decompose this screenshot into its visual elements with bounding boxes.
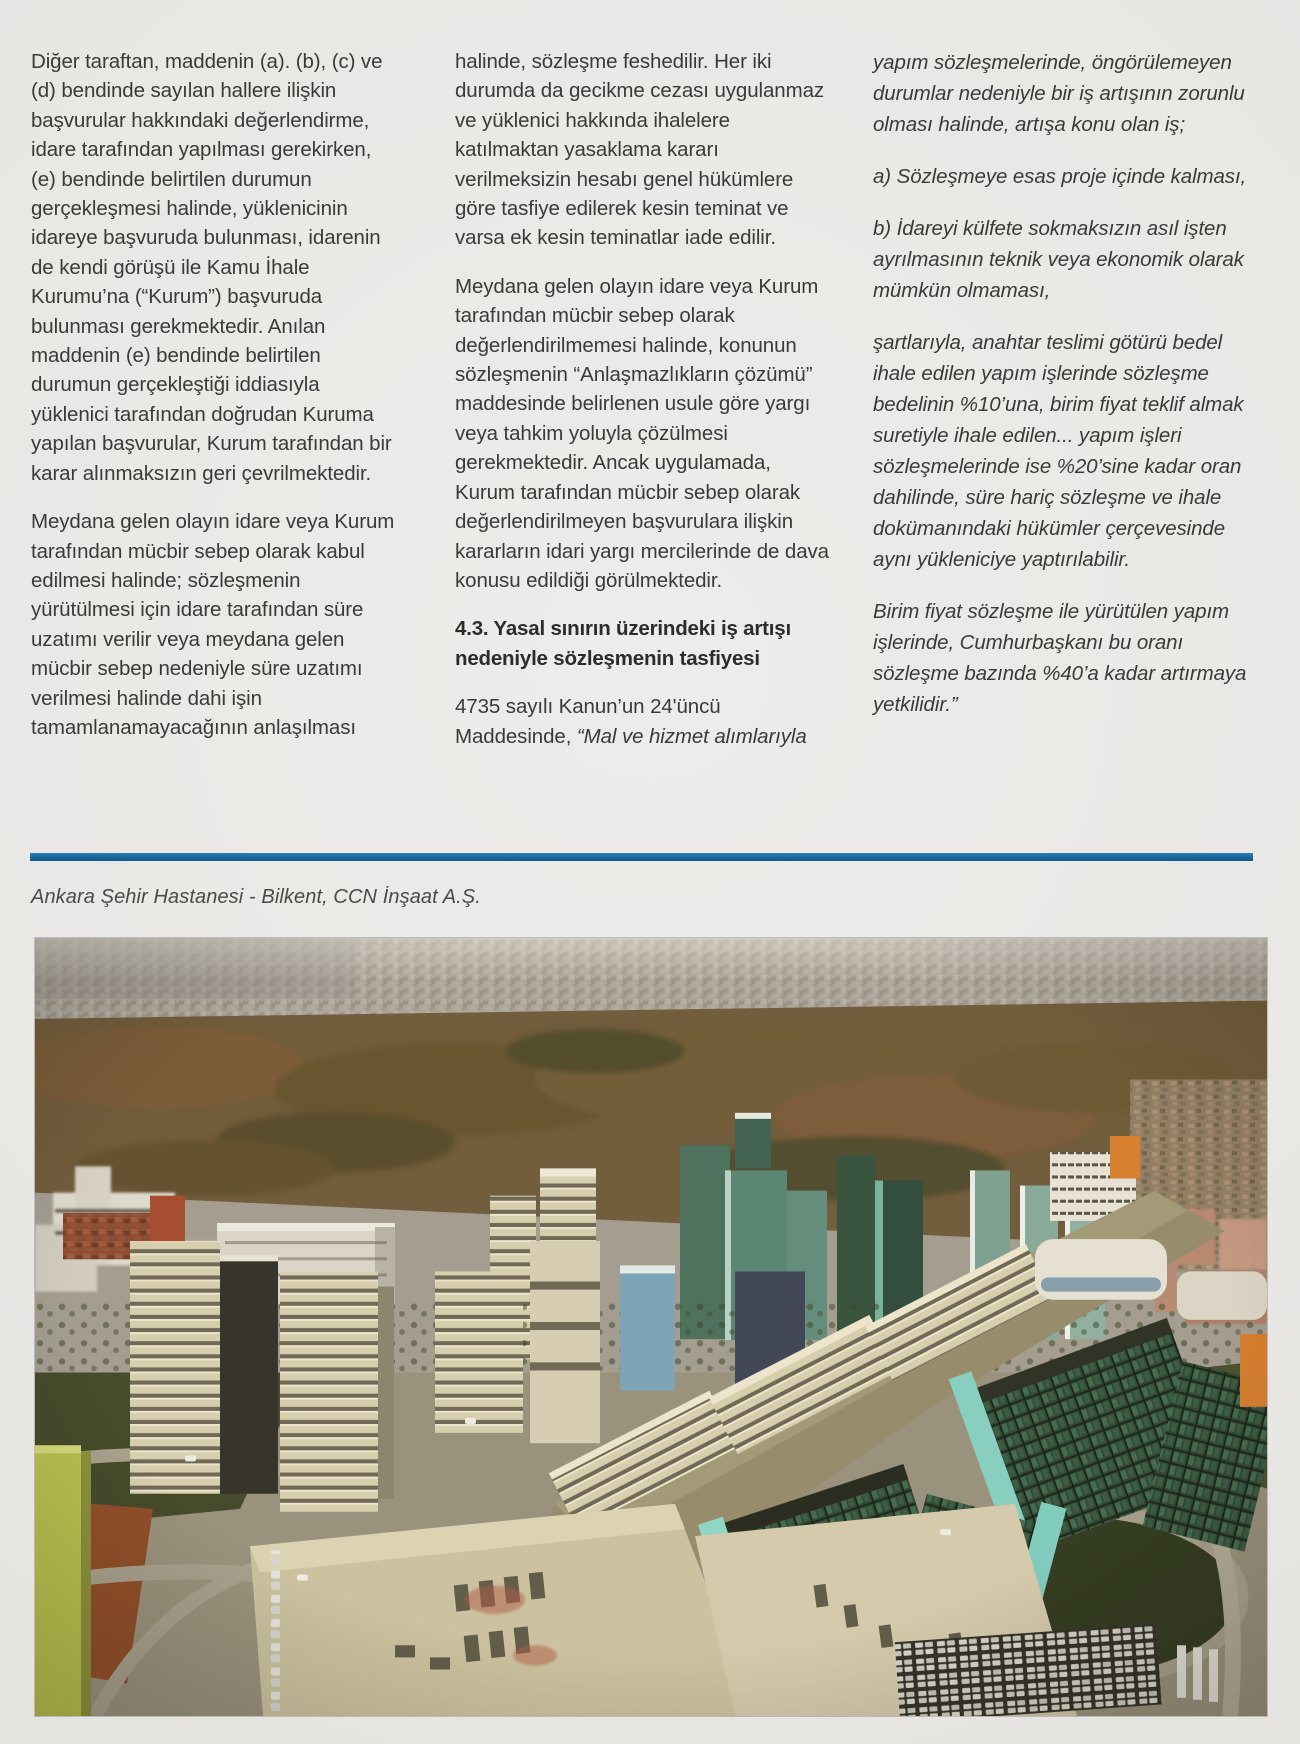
- photo-illustration: [35, 938, 1267, 1716]
- divider-rule: [30, 853, 1253, 861]
- paragraph: yapım sözleşmelerinde, öngörülemeyen durumlar nedeniyle bir iş artışının zorunlu olması halinde, artışa konu olan iş;: [873, 51, 1245, 136]
- paragraph: b) İdareyi külfete sokmaksızın asıl işten ayrılmasının teknik veya ekonomik olarak mümkün olmaması,: [873, 217, 1244, 302]
- column-left: [31, 47, 395, 761]
- paragraph: Meydana gelen olayın idare veya Kurum tarafından mücbir sebep olarak kabul edilmesi halinde; sözleşmenin yürütülmesi için idare tarafından süre uzatımı verilir veya meydana gelen mücbir sebep nedeniyle süre uzatımı verilmesi halinde dahi işin tamamlanamayacağının anlaşılması: [31, 510, 395, 739]
- paragraph: şartlarıyla, anahtar teslimi götürü bedel ihale edilen yapım işlerinde sözleşme bedelinin %10’una, birim fiyat teklif almak suretiyle ihale edilen... yapım işleri sözleşmelerinde ise %20’sine kadar oran dahilinde, süre hariç sözleşme ve ihale dokümanındaki hükümler çerçevesinde aynı yükleniciye yaptırılabilir.: [873, 331, 1244, 571]
- paragraph: [455, 692, 835, 751]
- column-middle: [455, 47, 835, 770]
- section-heading: 4.3. Yasal sınırın üzerindeki iş artışı nedeniyle sözleşmenin tasfiyesi: [455, 617, 791, 670]
- paragraph: halinde, sözleşme feshedilir. Her iki durumda da gecikme cezası uygulanmaz ve yüklenici hakkında ihalelere katılmaktan yasaklama kararı verilmeksizin hesabı genel hükümlere göre tasfiye edilerek kesin teminat ve varsa ek kesin teminatlar iade edilir.: [455, 50, 825, 250]
- figure-caption: Ankara Şehir Hastanesi - Bilkent, CCN İnşaat A.Ş.: [31, 886, 481, 908]
- column-right: [873, 47, 1263, 741]
- paragraph: a) Sözleşmeye esas proje içinde kalması,: [873, 165, 1247, 188]
- hospital-aerial-photo: [35, 938, 1267, 1716]
- paragraph-lead: 4735 sayılı Kanun’un 24'üncü Maddesinde,: [455, 695, 721, 748]
- paragraph: Birim fiyat sözleşme ile yürütülen yapım işlerinde, Cumhurbaşkanı bu oranı sözleşme bazında %40’a kadar artırmaya yetkilidir.”: [873, 600, 1247, 716]
- paragraph: Diğer taraftan, maddenin (a). (b), (c) ve (d) bendinde sayılan hallere ilişkin başvurular hakkındaki değerlendirme, idare tarafından yapılması gerekirken, (e) bendinde belirtilen durumun gerçekleşmesi halinde, yüklenicinin idareye başvuruda bulunması, idarenin de kendi görüşü ile Kamu İhale Kurumu’na (“Kurum”) başvuruda bulunması gerekmektedir. Anılan maddenin (e) bendinde belirtilen durumun gerçekleştiği iddiasıyla yüklenici tarafından doğrudan Kuruma yapılan başvurular, Kurum tarafından bir karar alınmaksızın geri çevrilmektedir.: [31, 50, 392, 485]
- paragraph-quote: “Mal ve hizmet alımlarıyla: [576, 724, 807, 748]
- paragraph: Meydana gelen olayın idare veya Kurum tarafından mücbir sebep olarak değerlendirilmemesi halinde, konunun sözleşmenin “Anlaşmazlıkların çözümü” maddesinde belirlenen usule göre yargı veya tahkim yoluyla çözülmesi gerekmektedir. Ancak uygulamada, Kurum tarafından mücbir sebep olarak değerlendirilmeyen başvurulara ilişkin kararların idari yargı mercilerinde de dava konusu edildiği görülmektedir.: [455, 274, 829, 592]
